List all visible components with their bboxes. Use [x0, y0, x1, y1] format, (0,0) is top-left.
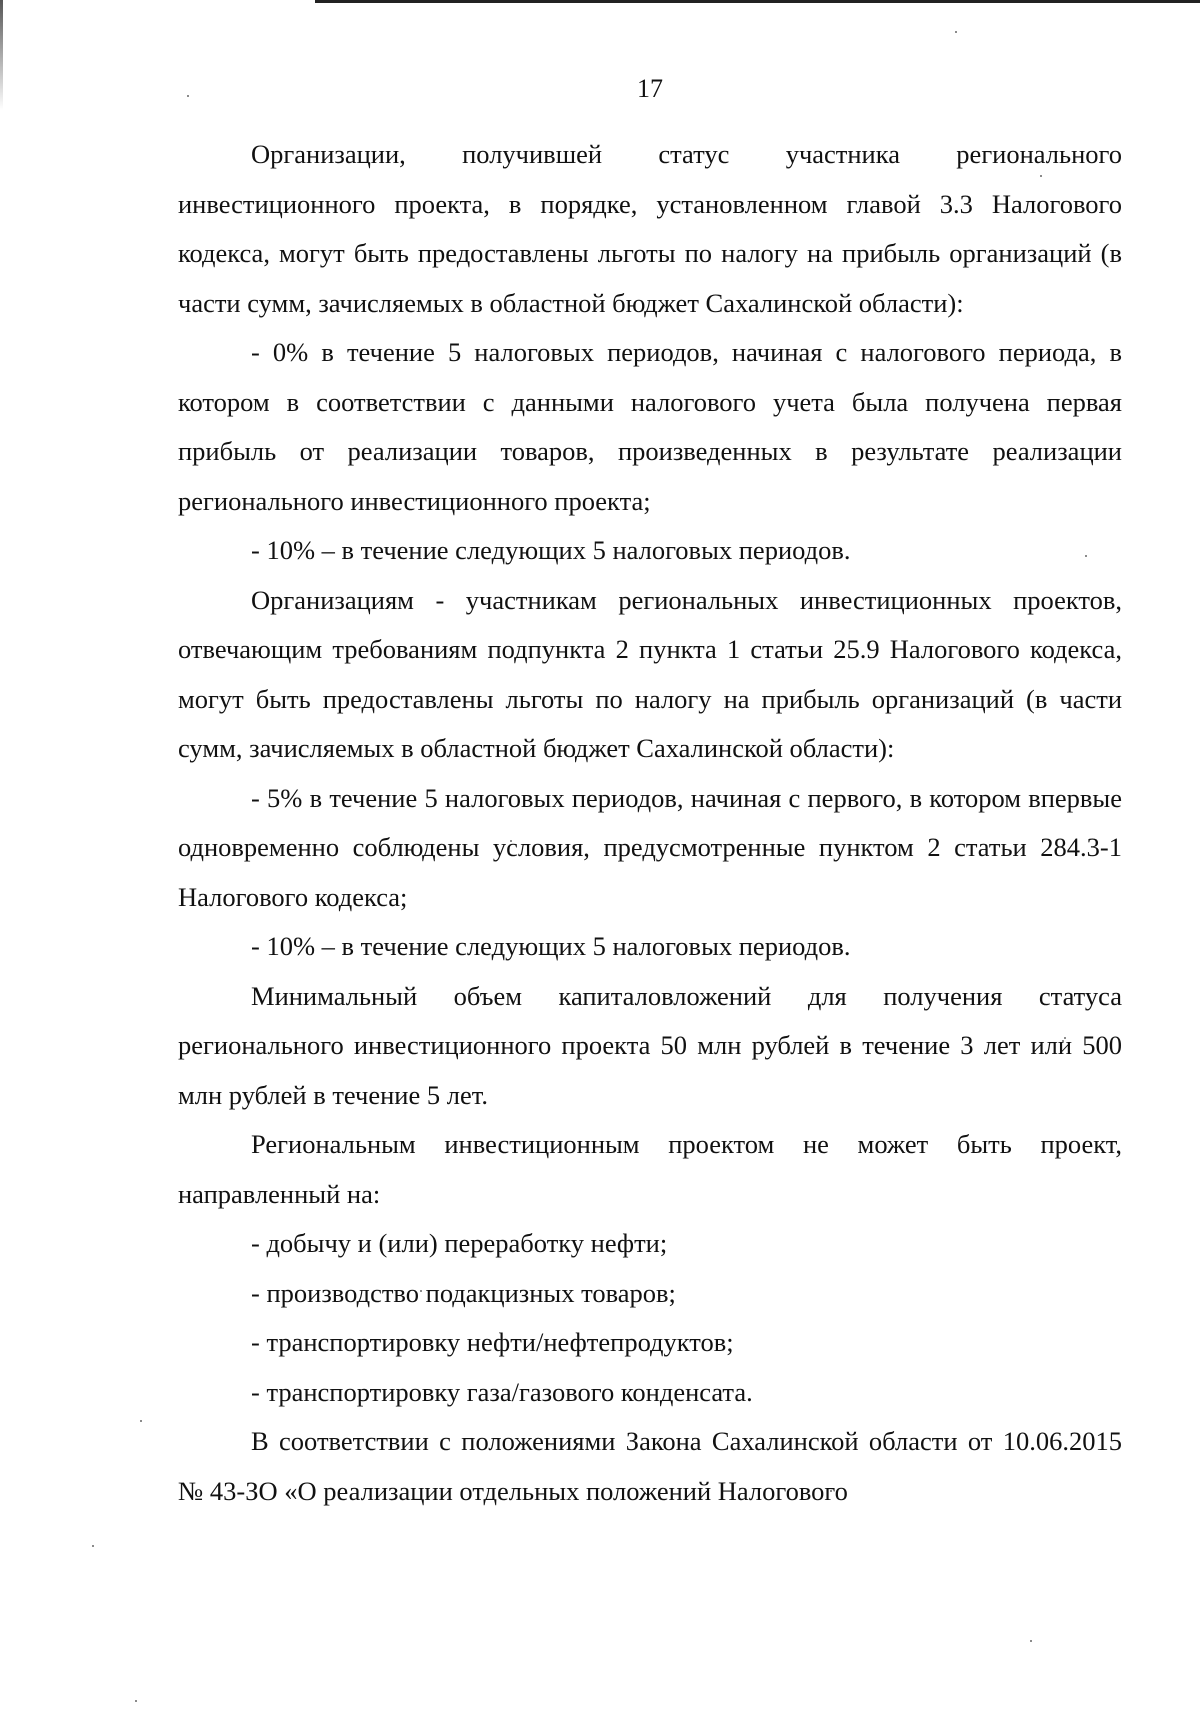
- paragraph-rate-5: - 5% в течение 5 налоговых периодов, начиная с первого, в котором впервые одновременно соблюдены условия, предусмотренные пунктом 2 статьи 284.3-1 Налогового кодекса;: [178, 782, 1122, 912]
- scan-speck: [955, 31, 957, 33]
- paragraph-participants-intro: Организациям - участникам региональных инвестиционных проектов, отвечающим требованиям подпункта 2 пункта 1 статьи 25.9 Налогового кодекса, могут быть предоставлены льготы по налогу на прибыль организаций (в части сумм, зачисляемых в областной бюджет Сахалинской области):: [178, 584, 1122, 763]
- scan-edge-top: [315, 0, 1200, 3]
- list-item-excise-goods: - производство подакцизных товаров;: [251, 1277, 676, 1308]
- paragraph-exclusions-intro: Региональным инвестиционным проектом не может быть проект, направленный на:: [178, 1129, 1122, 1209]
- paragraph-rate-10: - 10% – в течение следующих 5 налоговых периодов.: [251, 535, 851, 565]
- paragraph-min-investment: Минимальный объем капиталовложений для получения статуса регионального инвестиционного проекта 50 млн рублей в течение 3 лет или 500 млн рублей в течение 5 лет.: [178, 980, 1122, 1110]
- paragraph-rate-0: - 0% в течение 5 налоговых периодов, начиная с налогового периода, в котором в соответствии с данными налогового учета была получена первая прибыль от реализации товаров, произведенных в результате реализации регионального инвестиционного проекта;: [178, 337, 1122, 516]
- scan-speck: [140, 1420, 142, 1422]
- list-item-oil-transport: - транспортировку нефти/нефтепродуктов;: [251, 1327, 734, 1357]
- paragraph-benefits-intro: Организации, получившей статус участника регионального инвестиционного проекта, в порядке, установленном главой 3.3 Налогового кодекса, могут быть предоставлены льготы по налогу на прибыль организаций (в части сумм, зачисляемых в областной бюджет Сахалинской области):: [178, 139, 1122, 318]
- list-item-gas-transport: - транспортировку газа/газового конденсата.: [251, 1376, 753, 1407]
- list-item-oil-production: - добычу и (или) переработку нефти;: [251, 1228, 668, 1258]
- document-body: [178, 130, 1122, 1516]
- paragraph-rate-10-second: - 10% – в течение следующих 5 налоговых периодов.: [251, 931, 851, 961]
- scan-speck: [135, 1700, 137, 1702]
- scan-speck: [92, 1545, 94, 1547]
- page-number: 17: [637, 74, 663, 103]
- paragraph-law-reference: В соответствии с положениями Закона Сахалинской области от 10.06.2015 № 43-ЗО «О реализации отдельных положений Налогового: [178, 1426, 1122, 1506]
- scan-speck: [1030, 1640, 1032, 1642]
